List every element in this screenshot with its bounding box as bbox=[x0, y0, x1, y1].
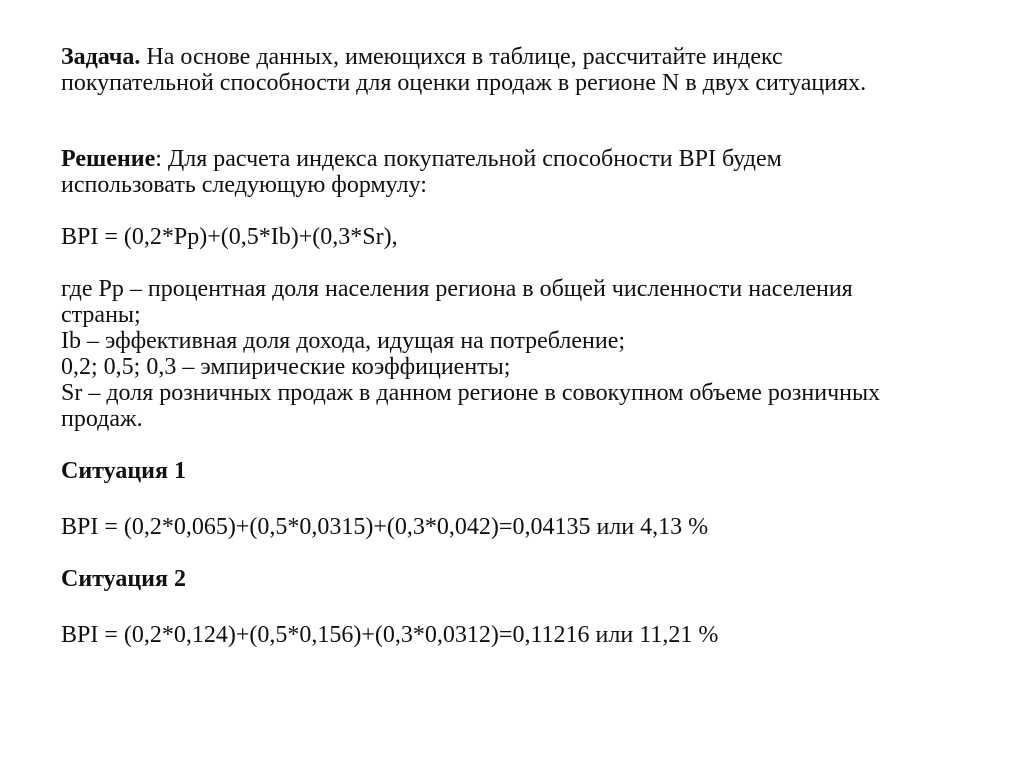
situation2-title: Ситуация 2 bbox=[61, 566, 186, 592]
definition-pp-line1: где Pp – процентная доля населения региона в общей численности населения bbox=[61, 276, 853, 302]
bpi-formula: BPI = (0,2*Pp)+(0,5*Ib)+(0,3*Sr), bbox=[61, 224, 398, 250]
spacer bbox=[61, 540, 961, 566]
spacer bbox=[61, 96, 961, 146]
situation1-calculation: BPI = (0,2*0,065)+(0,5*0,0315)+(0,3*0,042)=0,04135 или 4,13 % bbox=[61, 514, 709, 540]
solution-text-line2: использовать следующую формулу: bbox=[61, 172, 427, 198]
spacer bbox=[61, 250, 961, 276]
definitions-block bbox=[61, 276, 961, 432]
spacer bbox=[61, 198, 961, 224]
task-text-line2: покупательной способности для оценки продаж в регионе N в двух ситуациях. bbox=[61, 70, 867, 96]
solution-paragraph bbox=[61, 146, 961, 198]
spacer bbox=[61, 592, 961, 622]
solution-colon: : bbox=[155, 146, 162, 172]
solution-label: Решение bbox=[61, 146, 156, 172]
definition-pp-line2: страны; bbox=[61, 302, 141, 328]
definition-ib: Ib – эффективная доля дохода, идущая на потребление; bbox=[61, 328, 626, 354]
situation1-title: Ситуация 1 bbox=[61, 458, 186, 484]
definition-sr-line2: продаж. bbox=[61, 406, 143, 432]
task-label: Задача. bbox=[61, 44, 141, 70]
task-paragraph bbox=[61, 44, 961, 96]
task-text-line1: На основе данных, имеющихся в таблице, рассчитайте индекс bbox=[140, 44, 783, 70]
spacer bbox=[61, 432, 961, 458]
spacer bbox=[61, 484, 961, 514]
solution-text-line1: Для расчета индекса покупательной способности BPI будем bbox=[161, 146, 782, 172]
situation2-calculation: BPI = (0,2*0,124)+(0,5*0,156)+(0,3*0,0312)=0,11216 или 11,21 % bbox=[61, 622, 719, 648]
definition-coefficients: 0,2; 0,5; 0,3 – эмпирические коэффициенты; bbox=[61, 354, 511, 380]
slide-content bbox=[61, 44, 961, 648]
definition-sr-line1: Sr – доля розничных продаж в данном регионе в совокупном объеме розничных bbox=[61, 380, 881, 406]
